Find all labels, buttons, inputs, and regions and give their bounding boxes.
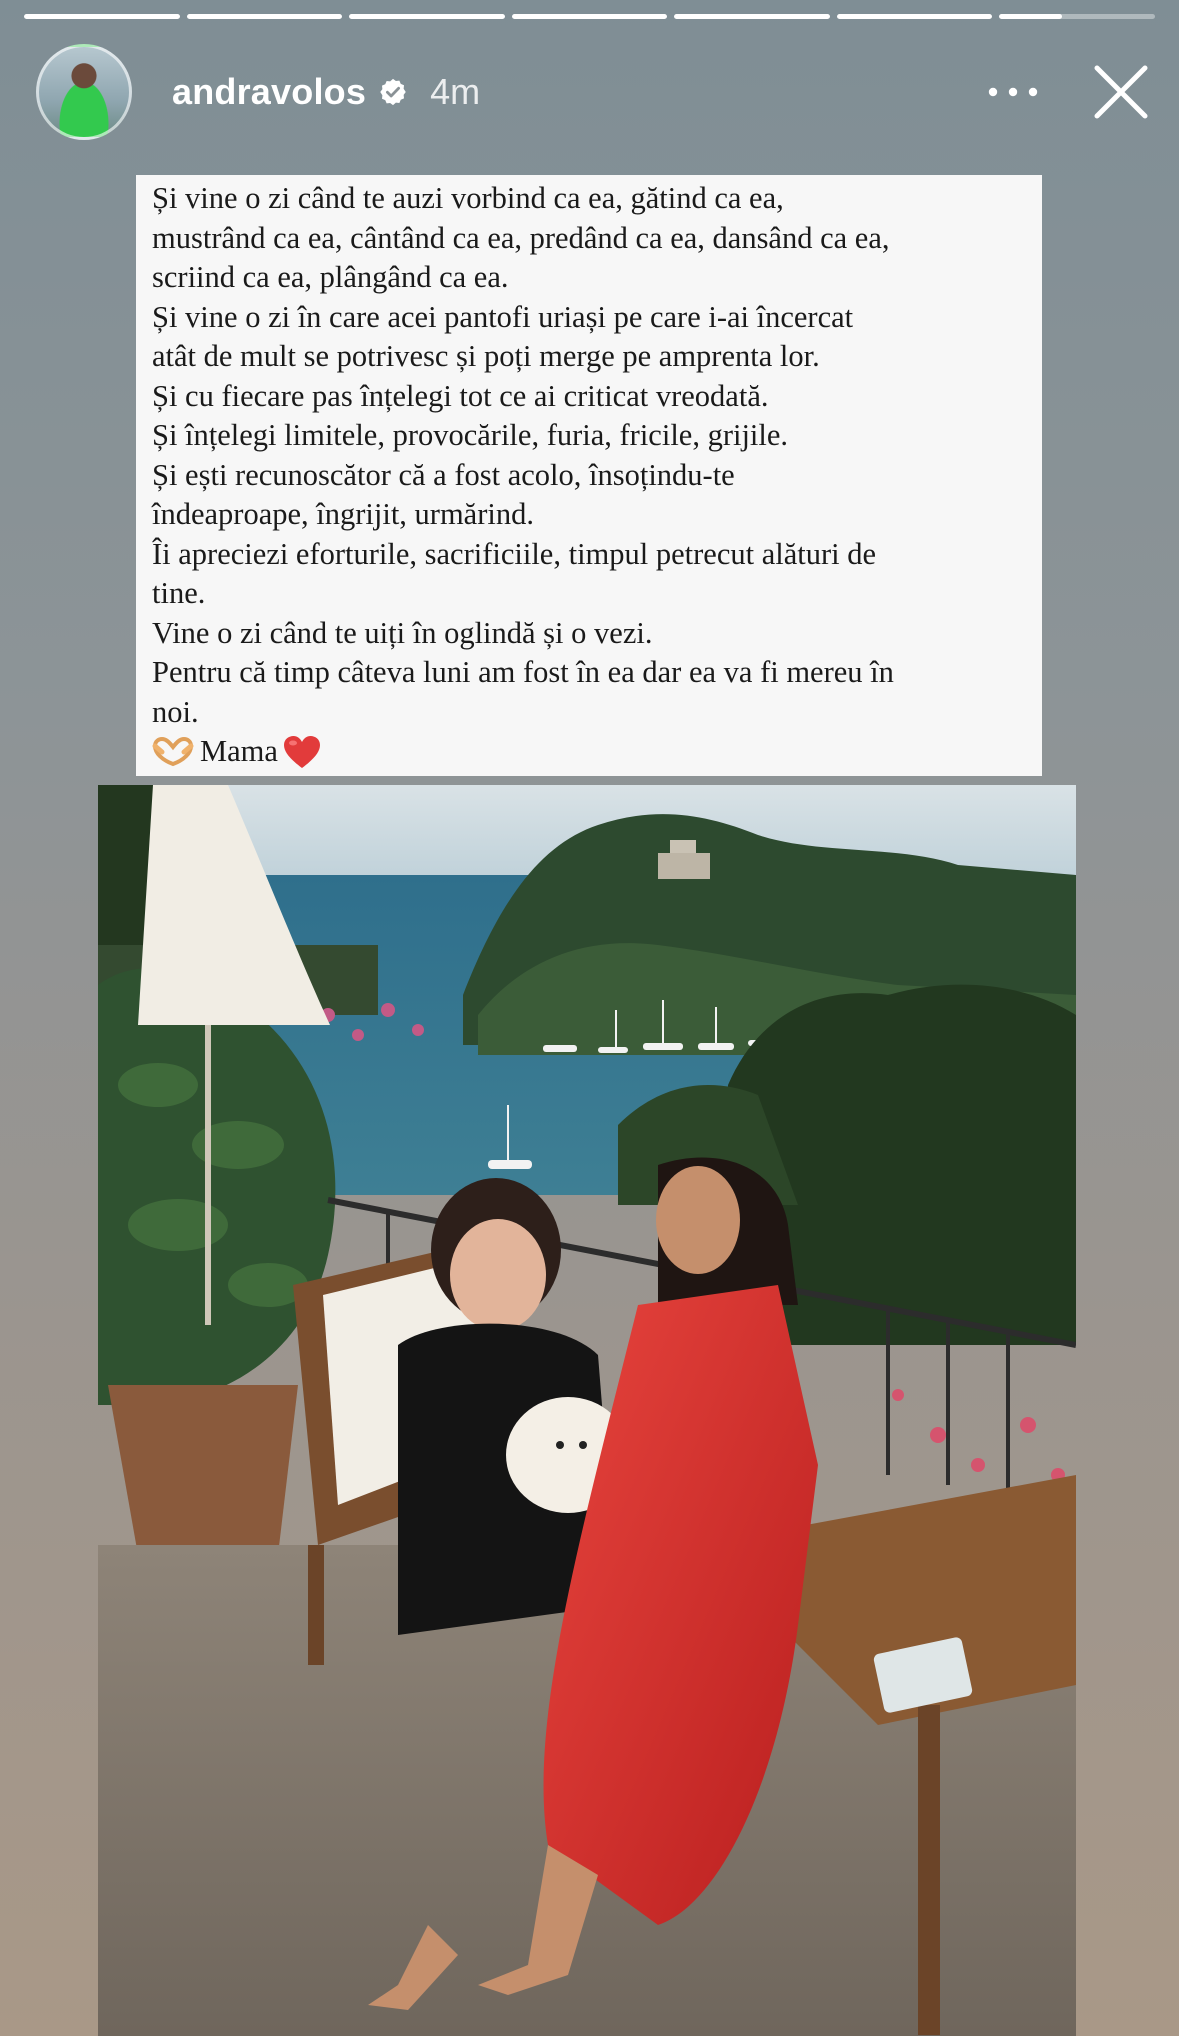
story-text-line: atât de mult se potrivesc și poți merge pe amprenta lor. <box>152 339 820 373</box>
story-text-line: Și înțelegi limitele, provocările, furia, fricile, grijile. <box>152 418 789 452</box>
story-text-line: îndeaproape, îngrijit, urmărind. <box>152 497 534 531</box>
story-header <box>36 44 1151 140</box>
story-text-line: Și cu fiecare pas înțelegi tot ce ai criticat vreodată. <box>152 378 769 413</box>
story-text-card <box>136 175 1042 776</box>
post-time: 4m <box>430 71 481 112</box>
red-heart-icon <box>282 734 322 770</box>
story-progress-segment <box>512 14 668 19</box>
story-text-line: mustrând ca ea, cântând ca ea, predând ca ea, dansând ca ea, <box>152 220 890 255</box>
story-progress-segment <box>837 14 993 19</box>
story-progress-segment <box>187 14 343 19</box>
story-text-line: Și ești recunoscător că a fost acolo, însoțindu-te <box>152 457 735 492</box>
more-dots-icon[interactable] <box>983 72 1043 112</box>
profile-avatar[interactable] <box>36 44 132 140</box>
story-text-line: Vine o zi când te uiți în oglindă și o vezi. <box>152 615 653 650</box>
heart-hands-icon <box>152 736 194 768</box>
story-progress-segment <box>24 14 180 19</box>
story-progress-segment <box>674 14 830 19</box>
story-progress-fill <box>837 14 993 19</box>
verified-badge-icon <box>378 77 408 107</box>
close-icon[interactable] <box>1091 62 1151 122</box>
story-text-line: Pentru că timp câteva luni am fost în ea dar ea va fi mereu în <box>152 655 894 689</box>
story-progress-segment <box>999 14 1155 19</box>
story-text-body <box>152 179 1028 732</box>
story-text-line: Și vine o zi în care acei pantofi uriași pe care i-ai încercat <box>152 299 854 334</box>
story-text-line: noi. <box>152 694 199 729</box>
signature-line <box>152 732 1028 772</box>
signature-text: Mama <box>200 734 278 768</box>
story-progress-bar <box>24 14 1155 19</box>
story-photo <box>98 785 1076 2036</box>
story-progress-fill <box>187 14 343 19</box>
story-photo-illustration <box>98 785 1076 2036</box>
story-text-line: tine. <box>152 576 206 610</box>
story-progress-segment <box>349 14 505 19</box>
story-progress-fill <box>674 14 830 19</box>
story-progress-fill <box>24 14 180 19</box>
story-text-line: Și vine o zi când te auzi vorbind ca ea, gătind ca ea, <box>152 181 784 215</box>
story-text-line: scriind ca ea, plângând ca ea. <box>152 260 509 294</box>
username[interactable]: andravolos <box>172 71 367 112</box>
story-progress-fill <box>999 14 1061 19</box>
story-text-line: Îi apreciezi eforturile, sacrificiile, timpul petrecut alături de <box>152 536 877 571</box>
story-progress-fill <box>349 14 505 19</box>
story-progress-fill <box>512 14 668 19</box>
